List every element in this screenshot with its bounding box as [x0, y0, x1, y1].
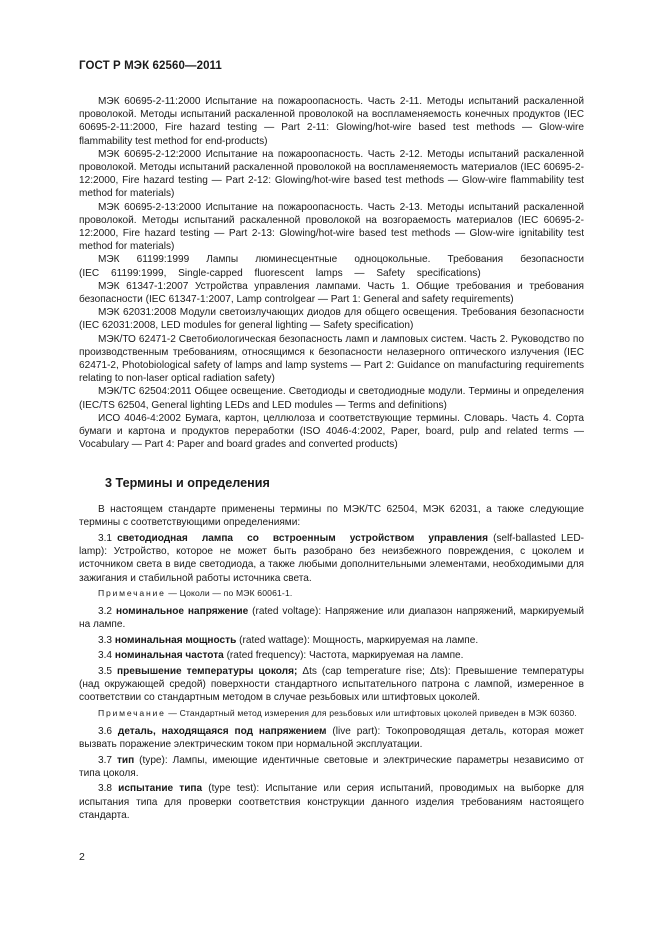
- term-text: (live part): Токопроводящая деталь, которая может вызвать поражение электрическим током при нормальной эксплуатации.: [79, 725, 584, 750]
- section-title: 3 Термины и определения: [105, 476, 270, 490]
- term-definition: [79, 725, 584, 751]
- term-number: 3.6: [98, 725, 113, 737]
- term-name: испытание типа: [118, 783, 203, 795]
- term-name: тип: [116, 754, 135, 766]
- note-text: — Стандартный метод измерения для резьбовых или штифтовых цоколей приведен в МЭК 60360.: [165, 707, 577, 718]
- term-text: (rated voltage): Напряжение или диапазон напряжений, маркируемый на лампе.: [79, 605, 584, 630]
- reference-item: ИСО 4046-4:2002 Бумага, картон, целлюлоза и соответствующие термины. Словарь. Часть 4. Сорта бумаги и картона и продуктов переработки (ISO 4046-4:2002, Paper, board, pulp and related terms — Vocabulary — Part 4: Paper and board grades and converted products): [79, 412, 584, 451]
- term-definition: [79, 665, 584, 705]
- reference-item: МЭК 60695-2-12:2000 Испытание на пожароопасность. Часть 2-12. Методы испытаний раскаленной проволокой. Методы испытаний раскаленной проволокой на воспламеняемость материалов (IEC 60695-2-12:2000, Fire hazard testing — Part 2-12: Glowing/hot-wire based test methods — Glow-wire flammability test method for materials): [79, 148, 584, 200]
- term-name: превышение температуры цоколя;: [117, 666, 298, 678]
- term-definition: [79, 782, 584, 822]
- note-text: — Цоколи — по МЭК 60061-1.: [165, 587, 293, 598]
- page-number: 2: [79, 851, 85, 863]
- term-text: (rated wattage): Мощность, маркируемая на лампе.: [236, 634, 479, 646]
- term-number: 3.4: [98, 650, 113, 662]
- term-definition: [79, 605, 584, 631]
- term-text: (rated frequency): Частота, маркируемая на лампе.: [223, 650, 464, 662]
- term-number: 3.8: [98, 783, 113, 795]
- term-name: номинальная мощность: [114, 634, 237, 646]
- normative-references: [79, 95, 584, 451]
- reference-item: МЭК 60695-2-13:2000 Испытание на пожароопасность. Часть 2-13. Методы испытаний раскаленной проволокой. Методы испытаний раскаленной проволокой на возгораемость материалов (IEC 60695-2-12:2000, Fire hazard testing — Part 2-13: Glowing/hot-wire based test methods — Glow-wire ignitability test method for materials): [79, 201, 584, 253]
- term-definition: [79, 532, 584, 585]
- term-number: 3.1: [98, 532, 113, 544]
- section-intro: В настоящем стандарте применены термины по МЭК/ТС 62504, МЭК 62031, а также следующие термины с соответствующими определениями:: [79, 504, 584, 529]
- term-name: номинальная частота: [114, 650, 224, 662]
- note: [79, 587, 584, 599]
- section-body: [79, 503, 584, 822]
- reference-item: МЭК 61347-1:2007 Устройства управления лампами. Часть 1. Общие требования и требования безопасности (IEC 61347-1:2007, Lamp controlgear — Part 1: General and safety requirements): [79, 280, 584, 306]
- term-definition: [79, 649, 584, 662]
- reference-item: МЭК 60695-2-11:2000 Испытание на пожароопасность. Часть 2-11. Методы испытаний раскаленной проволокой. Методы испытаний раскаленной проволокой на воспламеняемость конечных продуктов (IEC 60695-2-11:2000, Fire hazard testing — Part 2-11: Glowing/hot-wire based test methods — Glow-wire flammability test method for end-products): [79, 96, 584, 147]
- term-text: (type test): Испытание или серия испытаний, проводимых на выборке для испытания типа для проверки соответствия конструкции данного изделия требованиям настоящего стандарта.: [79, 783, 584, 821]
- term-name: деталь, находящаяся под напряжением: [117, 725, 327, 737]
- term-definition: [79, 634, 584, 647]
- term-number: 3.3: [98, 634, 113, 646]
- document-header: ГОСТ Р МЭК 62560—2011: [79, 60, 222, 72]
- note-label: Примечание: [98, 587, 166, 598]
- term-text: Δts (cap temperature rise; Δts): Превышение температуры (над окружающей средой) поверхности стандартного испытательного патрона с лампой, измеренное в соответствии со стандартным методом в случае резьбовых или штифтовых цоколей.: [79, 666, 584, 704]
- note: [79, 707, 584, 719]
- term-name: светодиодная лампа со встроенным устройством управления: [117, 532, 489, 544]
- note-label: Примечание: [98, 707, 166, 718]
- reference-item: МЭК 61199:1999 Лампы люминесцентные одноцокольные. Требования безопасности (IEC 61199:1999, Single-capped fluorescent lamps — Safety specifications): [79, 254, 584, 279]
- term-number: 3.2: [98, 605, 113, 617]
- term-number: 3.7: [98, 754, 113, 766]
- reference-item: МЭК 62031:2008 Модули светоизлучающих диодов для общего освещения. Требования безопасности (IEC 62031:2008, LED modules for general lighting — Safety specification): [79, 307, 584, 332]
- term-name: номинальное напряжение: [115, 605, 249, 617]
- term-definition: [79, 754, 584, 780]
- term-text: (type): Лампы, имеющие идентичные световые и электрические параметры независимо от типа цоколя.: [79, 754, 584, 779]
- term-number: 3.5: [98, 666, 113, 678]
- reference-item: МЭК/ТО 62471-2 Светобиологическая безопасность ламп и ламповых систем. Часть 2. Руководство по производственным требованиям, относящимся к безопасности нелазерного оптического излучения (IEC 62471-2, Photobiological safety of lamps and lamp systems — Part 2: Guidance on manufacturing requirements relating to non-laser optical radiation safety): [79, 333, 584, 385]
- term-text: (self-ballasted LED-lamp): Устройство, которое не может быть разобрано без неизбежного повреждения, с цоколем и источником света в виде светодиода, а также любыми дополнительными элементами, необходимыми для зажигания и стабильной работы источника света.: [79, 532, 584, 584]
- reference-item: МЭК/ТС 62504:2011 Общее освещение. Светодиоды и светодиодные модули. Термины и определения (IEC/TS 62504, General lighting LEDs and LED modules — Terms and definitions): [79, 386, 584, 411]
